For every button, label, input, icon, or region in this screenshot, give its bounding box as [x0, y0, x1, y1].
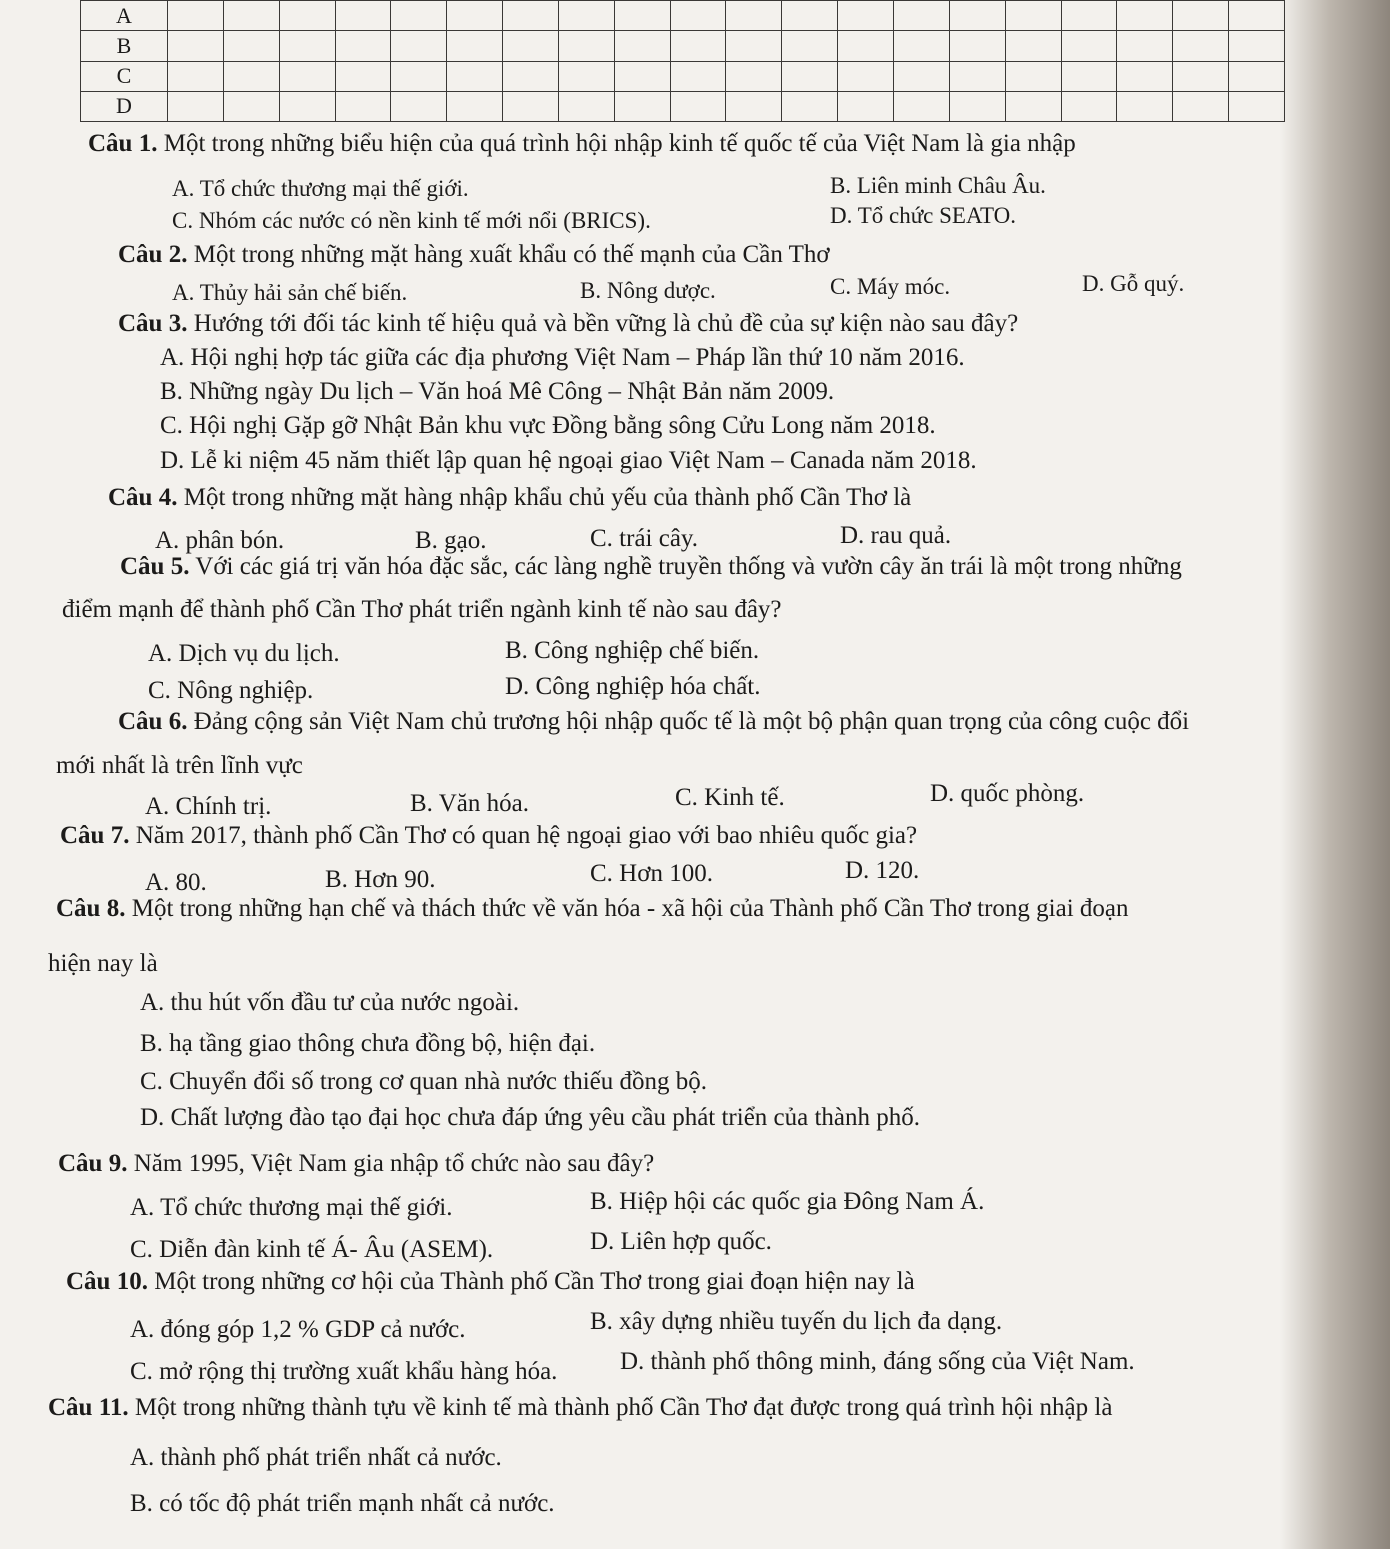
answer-cell[interactable]: [838, 31, 894, 61]
option-a[interactable]: A. Tổ chức thương mại thế giới.: [130, 1194, 453, 1221]
answer-cell[interactable]: [168, 31, 224, 61]
option-a[interactable]: A. đóng góp 1,2 % GDP cả nước.: [130, 1316, 466, 1343]
answer-cell[interactable]: [168, 61, 224, 91]
answer-cell[interactable]: [335, 61, 391, 91]
answer-cell[interactable]: [503, 91, 559, 121]
question-1: [88, 130, 1076, 158]
question-stem-continued: điểm mạnh để thành phố Cần Thơ phát triển ngành kinh tế nào sau đây?: [62, 596, 782, 623]
answer-cell[interactable]: [223, 31, 279, 61]
option-d[interactable]: D. rau quả.: [840, 522, 952, 549]
answer-cell[interactable]: [558, 91, 614, 121]
answer-cell[interactable]: [447, 31, 503, 61]
answer-cell[interactable]: [949, 1, 1005, 31]
option-d[interactable]: D. Liên hợp quốc.: [590, 1228, 772, 1255]
answer-cell[interactable]: [1005, 1, 1061, 31]
answer-cell[interactable]: [1061, 61, 1117, 91]
option-b[interactable]: B. Nông dược.: [580, 278, 716, 303]
answer-cell[interactable]: [168, 1, 224, 31]
option-d[interactable]: D. 120.: [845, 857, 920, 884]
answer-cell[interactable]: [726, 31, 782, 61]
question-stem: Một trong những thành tựu về kinh tế mà thành phố Cần Thơ đạt được trong quá trình hội nhập là: [134, 1394, 1113, 1421]
answer-cell[interactable]: [1229, 61, 1285, 91]
option-b[interactable]: B. Văn hóa.: [410, 790, 529, 817]
answer-cell[interactable]: [782, 91, 838, 121]
question-5: [120, 553, 1182, 581]
answer-cell[interactable]: [949, 31, 1005, 61]
answer-cell[interactable]: [614, 61, 670, 91]
option-c[interactable]: C. trái cây.: [590, 525, 699, 552]
answer-cell[interactable]: [391, 31, 447, 61]
option-b[interactable]: B. hạ tầng giao thông chưa đồng bộ, hiện đại.: [140, 1030, 596, 1057]
row-label: A: [81, 1, 168, 31]
option-a[interactable]: A. 80.: [145, 869, 207, 896]
answer-grid-row: [81, 91, 1285, 121]
question-stem: Năm 2017, thành phố Cần Thơ có quan hệ ngoại giao với bao nhiêu quốc gia?: [135, 822, 918, 849]
answer-cell[interactable]: [670, 91, 726, 121]
answer-grid-row: [81, 61, 1285, 91]
answer-cell[interactable]: [558, 31, 614, 61]
answer-cell[interactable]: [1005, 61, 1061, 91]
answer-cell[interactable]: [670, 1, 726, 31]
question-stem: Với các giá trị văn hóa đặc sắc, các làng nghề truyền thống và vườn cây ăn trái là một trong những: [195, 553, 1182, 580]
option-d[interactable]: D. Chất lượng đào tạo đại học chưa đáp ứng yêu cầu phát triển của thành phố.: [140, 1104, 921, 1131]
question-7: [60, 822, 917, 850]
option-a[interactable]: A. phân bón.: [155, 527, 285, 554]
answer-cell[interactable]: [1061, 31, 1117, 61]
answer-cell[interactable]: [1173, 31, 1229, 61]
answer-cell[interactable]: [335, 91, 391, 121]
answer-cell[interactable]: [1005, 91, 1061, 121]
option-c[interactable]: C. Chuyển đổi số trong cơ quan nhà nước thiếu đồng bộ.: [140, 1068, 708, 1095]
option-b[interactable]: B. có tốc độ phát triển mạnh nhất cả nước.: [130, 1490, 555, 1517]
option-b[interactable]: B. Hiệp hội các quốc gia Đông Nam Á.: [590, 1188, 985, 1215]
answer-cell[interactable]: [503, 31, 559, 61]
question-number: Câu 6.: [118, 708, 188, 735]
question-10: [66, 1268, 915, 1296]
answer-cell[interactable]: [279, 1, 335, 31]
question-11: [48, 1394, 1112, 1422]
answer-cell[interactable]: [168, 91, 224, 121]
answer-grid-row: [81, 31, 1285, 61]
answer-cell[interactable]: [893, 91, 949, 121]
answer-cell[interactable]: [1173, 91, 1229, 121]
answer-cell[interactable]: [279, 91, 335, 121]
answer-cell[interactable]: [893, 1, 949, 31]
question-stem-continued: mới nhất là trên lĩnh vực: [56, 752, 303, 779]
answer-cell[interactable]: [447, 61, 503, 91]
answer-cell[interactable]: [1061, 1, 1117, 31]
answer-cell[interactable]: [1061, 91, 1117, 121]
answer-cell[interactable]: [279, 61, 335, 91]
option-c[interactable]: C. Máy móc.: [830, 274, 951, 299]
answer-cell[interactable]: [838, 1, 894, 31]
answer-cell[interactable]: [223, 91, 279, 121]
answer-cell[interactable]: [1173, 1, 1229, 31]
answer-cell[interactable]: [726, 91, 782, 121]
answer-cell[interactable]: [223, 61, 279, 91]
option-b[interactable]: B. xây dựng nhiều tuyến du lịch đa dạng.: [590, 1308, 1003, 1335]
answer-cell[interactable]: [782, 1, 838, 31]
answer-cell[interactable]: [614, 1, 670, 31]
option-a[interactable]: A. Dịch vụ du lịch.: [148, 640, 340, 667]
question-9: [58, 1150, 654, 1178]
question-number: Câu 2.: [118, 241, 188, 268]
option-c[interactable]: C. Hơn 100.: [590, 860, 713, 887]
question-number: Câu 7.: [60, 822, 130, 849]
answer-cell[interactable]: [670, 61, 726, 91]
answer-cell[interactable]: [335, 1, 391, 31]
answer-cell[interactable]: [1005, 31, 1061, 61]
option-b[interactable]: B. Những ngày Du lịch – Văn hoá Mê Công – Nhật Bản năm 2009.: [160, 378, 835, 405]
option-d[interactable]: D. Gỗ quý.: [1082, 271, 1185, 296]
question-8: [56, 895, 1129, 923]
answer-cell[interactable]: [1117, 1, 1173, 31]
answer-grid: [80, 0, 1285, 122]
option-d[interactable]: D. Tổ chức SEATO.: [830, 203, 1017, 228]
option-c[interactable]: C. Kinh tế.: [675, 784, 785, 811]
answer-cell[interactable]: [614, 91, 670, 121]
question-stem: Hướng tới đối tác kinh tế hiệu quả và bền vững là chủ đề của sự kiện nào sau đây?: [193, 310, 1019, 337]
answer-cell[interactable]: [391, 61, 447, 91]
answer-cell[interactable]: [223, 1, 279, 31]
question-stem: Một trong những mặt hàng nhập khẩu chủ yếu của thành phố Cần Thơ là: [183, 484, 912, 511]
answer-cell[interactable]: [949, 91, 1005, 121]
option-a[interactable]: A. Hội nghị hợp tác giữa các địa phương Việt Nam – Pháp lần thứ 10 năm 2016.: [160, 344, 965, 371]
question-stem-continued: hiện nay là: [48, 950, 158, 977]
answer-cell[interactable]: [391, 91, 447, 121]
option-b[interactable]: B. Công nghiệp chế biến.: [505, 637, 760, 664]
answer-cell[interactable]: [670, 31, 726, 61]
answer-cell[interactable]: [726, 1, 782, 31]
option-b[interactable]: B. Hơn 90.: [325, 866, 436, 893]
question-number: Câu 1.: [88, 130, 158, 157]
answer-cell[interactable]: [558, 1, 614, 31]
option-c[interactable]: C. Diễn đàn kinh tế Á- Âu (ASEM).: [130, 1236, 494, 1263]
answer-cell[interactable]: [782, 61, 838, 91]
answer-cell[interactable]: [726, 61, 782, 91]
answer-cell[interactable]: [1173, 61, 1229, 91]
answer-cell[interactable]: [949, 61, 1005, 91]
question-2: [118, 241, 830, 269]
question-number: Câu 9.: [58, 1150, 128, 1177]
answer-grid-row: [81, 1, 1285, 31]
answer-cell[interactable]: [893, 31, 949, 61]
option-d[interactable]: D. quốc phòng.: [930, 780, 1085, 807]
option-c[interactable]: C. Nông nghiệp.: [148, 677, 314, 704]
question-stem: Một trong những mặt hàng xuất khẩu có thế mạnh của Cần Thơ: [193, 241, 830, 268]
answer-cell[interactable]: [558, 61, 614, 91]
answer-cell[interactable]: [614, 31, 670, 61]
answer-cell[interactable]: [838, 91, 894, 121]
answer-cell[interactable]: [1229, 1, 1285, 31]
question-4: [108, 484, 911, 512]
answer-cell[interactable]: [893, 61, 949, 91]
question-3: [118, 310, 1018, 338]
option-a[interactable]: A. thu hút vốn đầu tư của nước ngoài.: [140, 989, 520, 1016]
question-number: Câu 3.: [118, 310, 188, 337]
option-c[interactable]: C. Hội nghị Gặp gỡ Nhật Bản khu vực Đồng bằng sông Cửu Long năm 2018.: [160, 412, 936, 439]
option-c[interactable]: C. mở rộng thị trường xuất khẩu hàng hóa.: [130, 1358, 558, 1385]
answer-cell[interactable]: [391, 1, 447, 31]
answer-cell[interactable]: [782, 31, 838, 61]
option-d[interactable]: D. Công nghiệp hóa chất.: [505, 673, 761, 700]
question-number: Câu 11.: [48, 1394, 129, 1421]
answer-cell[interactable]: [1229, 91, 1285, 121]
question-6: [118, 708, 1189, 736]
option-a[interactable]: A. Tổ chức thương mại thế giới.: [172, 176, 469, 201]
option-d[interactable]: D. thành phố thông minh, đáng sống của Việt Nam.: [620, 1348, 1135, 1375]
option-a[interactable]: A. Thủy hải sản chế biến.: [172, 280, 408, 305]
answer-cell[interactable]: [503, 61, 559, 91]
option-b[interactable]: B. Liên minh Châu Âu.: [830, 173, 1046, 198]
option-c[interactable]: C. Nhóm các nước có nền kinh tế mới nổi (BRICS).: [172, 208, 651, 233]
question-number: Câu 4.: [108, 484, 178, 511]
answer-cell[interactable]: [838, 61, 894, 91]
answer-cell[interactable]: [1117, 31, 1173, 61]
question-number: Câu 8.: [56, 895, 126, 922]
question-number: Câu 5.: [120, 553, 190, 580]
option-a[interactable]: A. Chính trị.: [145, 793, 272, 820]
question-number: Câu 10.: [66, 1268, 148, 1295]
option-d[interactable]: D. Lễ ki niệm 45 năm thiết lập quan hệ ngoại giao Việt Nam – Canada năm 2018.: [160, 447, 977, 474]
answer-cell[interactable]: [447, 91, 503, 121]
answer-cell[interactable]: [335, 31, 391, 61]
question-stem: Năm 1995, Việt Nam gia nhập tổ chức nào sau đây?: [133, 1150, 655, 1177]
answer-cell[interactable]: [1117, 61, 1173, 91]
row-label: B: [81, 31, 168, 61]
row-label: D: [81, 91, 168, 121]
option-b[interactable]: B. gạo.: [415, 527, 487, 554]
option-a[interactable]: A. thành phố phát triển nhất cả nước.: [130, 1444, 502, 1471]
answer-cell[interactable]: [503, 1, 559, 31]
question-stem: Đảng cộng sản Việt Nam chủ trương hội nhập quốc tế là một bộ phận quan trọng của công cuộc đổi: [193, 708, 1190, 735]
question-stem: Một trong những hạn chế và thách thức về văn hóa - xã hội của Thành phố Cần Thơ trong giai đoạn: [131, 895, 1129, 922]
page-edge-shadow: [1280, 0, 1390, 1549]
answer-cell[interactable]: [1229, 31, 1285, 61]
answer-cell[interactable]: [279, 31, 335, 61]
question-stem: Một trong những biểu hiện của quá trình hội nhập kinh tế quốc tế của Việt Nam là gia nhập: [163, 130, 1076, 157]
row-label: C: [81, 61, 168, 91]
answer-cell[interactable]: [1117, 91, 1173, 121]
answer-cell[interactable]: [447, 1, 503, 31]
question-stem: Một trong những cơ hội của Thành phố Cần Thơ trong giai đoạn hiện nay là: [154, 1268, 915, 1295]
